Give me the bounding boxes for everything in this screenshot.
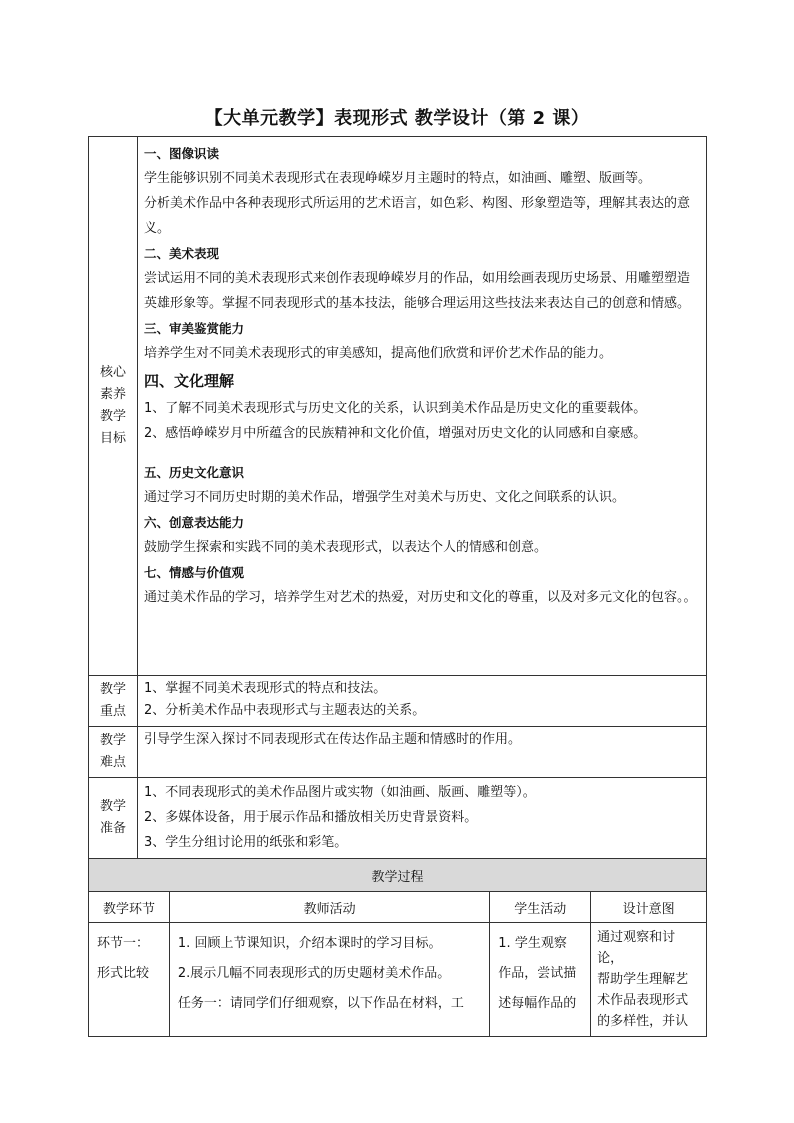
difficulty-row [89,727,707,778]
stage-cell: 环节一： 形式比较 [89,923,170,1037]
paragraph: 通过学习不同历史时期的美术作品，增强学生对美术与历史、文化之间联系的认识。 [144,490,626,505]
difficulty-content [138,727,707,778]
section-heading: 三、审美鉴赏能力 [144,321,245,336]
process-header: 教学过程 [89,859,707,892]
column-header: 学生活动 [490,892,591,923]
paragraph: 1、了解不同美术表现形式与历史文化的关系，认识到美术作品是历史文化的重要载体。 [144,401,647,416]
paragraph: 培养学生对不同美术表现形式的审美感知，提高他们欣赏和评价艺术作品的能力。 [144,346,613,361]
key-points-label: 教学 重点 [89,676,138,727]
preparation-content [138,778,707,859]
list-item: 1、掌握不同美术表现形式的特点和技法。 [144,681,387,696]
core-objectives-label: 核心 素养 教学 目标 [89,137,138,676]
section-heading: 五、历史文化意识 [144,465,245,480]
section-heading: 二、美术表现 [144,246,220,261]
key-points-row [89,676,707,727]
section-heading: 一、图像识读 [144,146,220,161]
preparation-label: 教学 准备 [89,778,138,859]
column-header: 教学环节 [89,892,170,923]
list-item: 2、多媒体设备，用于展示作品和播放相关历史背景资料。 [144,810,478,825]
list-item: 2、分析美术作品中表现形式与主题表达的关系。 [144,703,426,718]
teacher-activity-cell: 1. 回顾上节课知识，介绍本课时的学习目标。 2.展示几幅不同表现形式的历史题材美术作品。 任务一：请同学们仔细观察，以下作品在材料，工 [169,923,489,1037]
paragraph: 分析美术作品中各种表现形式所运用的艺术语言，如色彩、构图、形象塑造等，理解其表达的意义。 [144,196,691,236]
section-heading: 四、文化理解 [144,372,235,390]
column-header: 教师活动 [169,892,489,923]
paragraph: 学生能够识别不同美术表现形式在表现峥嵘岁月主题时的特点，如油画、雕塑、版画等。 [144,171,652,186]
preparation-row [89,778,707,859]
paragraph: 通过美术作品的学习，培养学生对艺术的热爱，对历史和文化的尊重，以及对多元文化的包容。。 [144,590,697,605]
paragraph: 引导学生深入探讨不同表现形式在传达作品主题和情感时的作用。 [144,732,522,747]
paragraph: 尝试运用不同的美术表现形式来创作表现峥嵘岁月的作品，如用绘画表现历史场景、用雕塑塑造英雄形象等。掌握不同表现形式的基本技法，能够合理运用这些技法来表达自己的创意和情感。 [144,271,691,311]
list-item: 3、学生分组讨论用的纸张和彩笔。 [144,835,348,850]
design-intent-cell: 通过观察和讨论， 帮助学生理解艺 术作品表现形式 的多样性，并认 [591,923,707,1037]
objectives-table [88,136,707,859]
core-objectives-content [138,137,707,676]
process-table [88,858,707,1037]
student-activity-cell: 1. 学生观察 作品，尝试描 述每幅作品的 [490,923,591,1037]
section-heading: 六、创意表达能力 [144,515,245,530]
key-points-content [138,676,707,727]
column-header: 设计意图 [591,892,707,923]
list-item: 1、不同表现形式的美术作品图片或实物（如油画、版画、雕塑等）。 [144,785,536,800]
core-objectives-row [89,137,707,676]
paragraph: 2、感悟峥嵘岁月中所蕴含的民族精神和文化价值，增强对历史文化的认同感和自豪感。 [144,426,647,441]
document-title: 【大单元教学】表现形式 教学设计（第 2 课） [204,108,590,129]
paragraph: 鼓励学生探索和实践不同的美术表现形式，以表达个人的情感和创意。 [144,540,548,555]
difficulty-label: 教学 难点 [89,727,138,778]
table-row [89,923,707,1037]
section-heading: 七、情感与价值观 [144,565,245,580]
